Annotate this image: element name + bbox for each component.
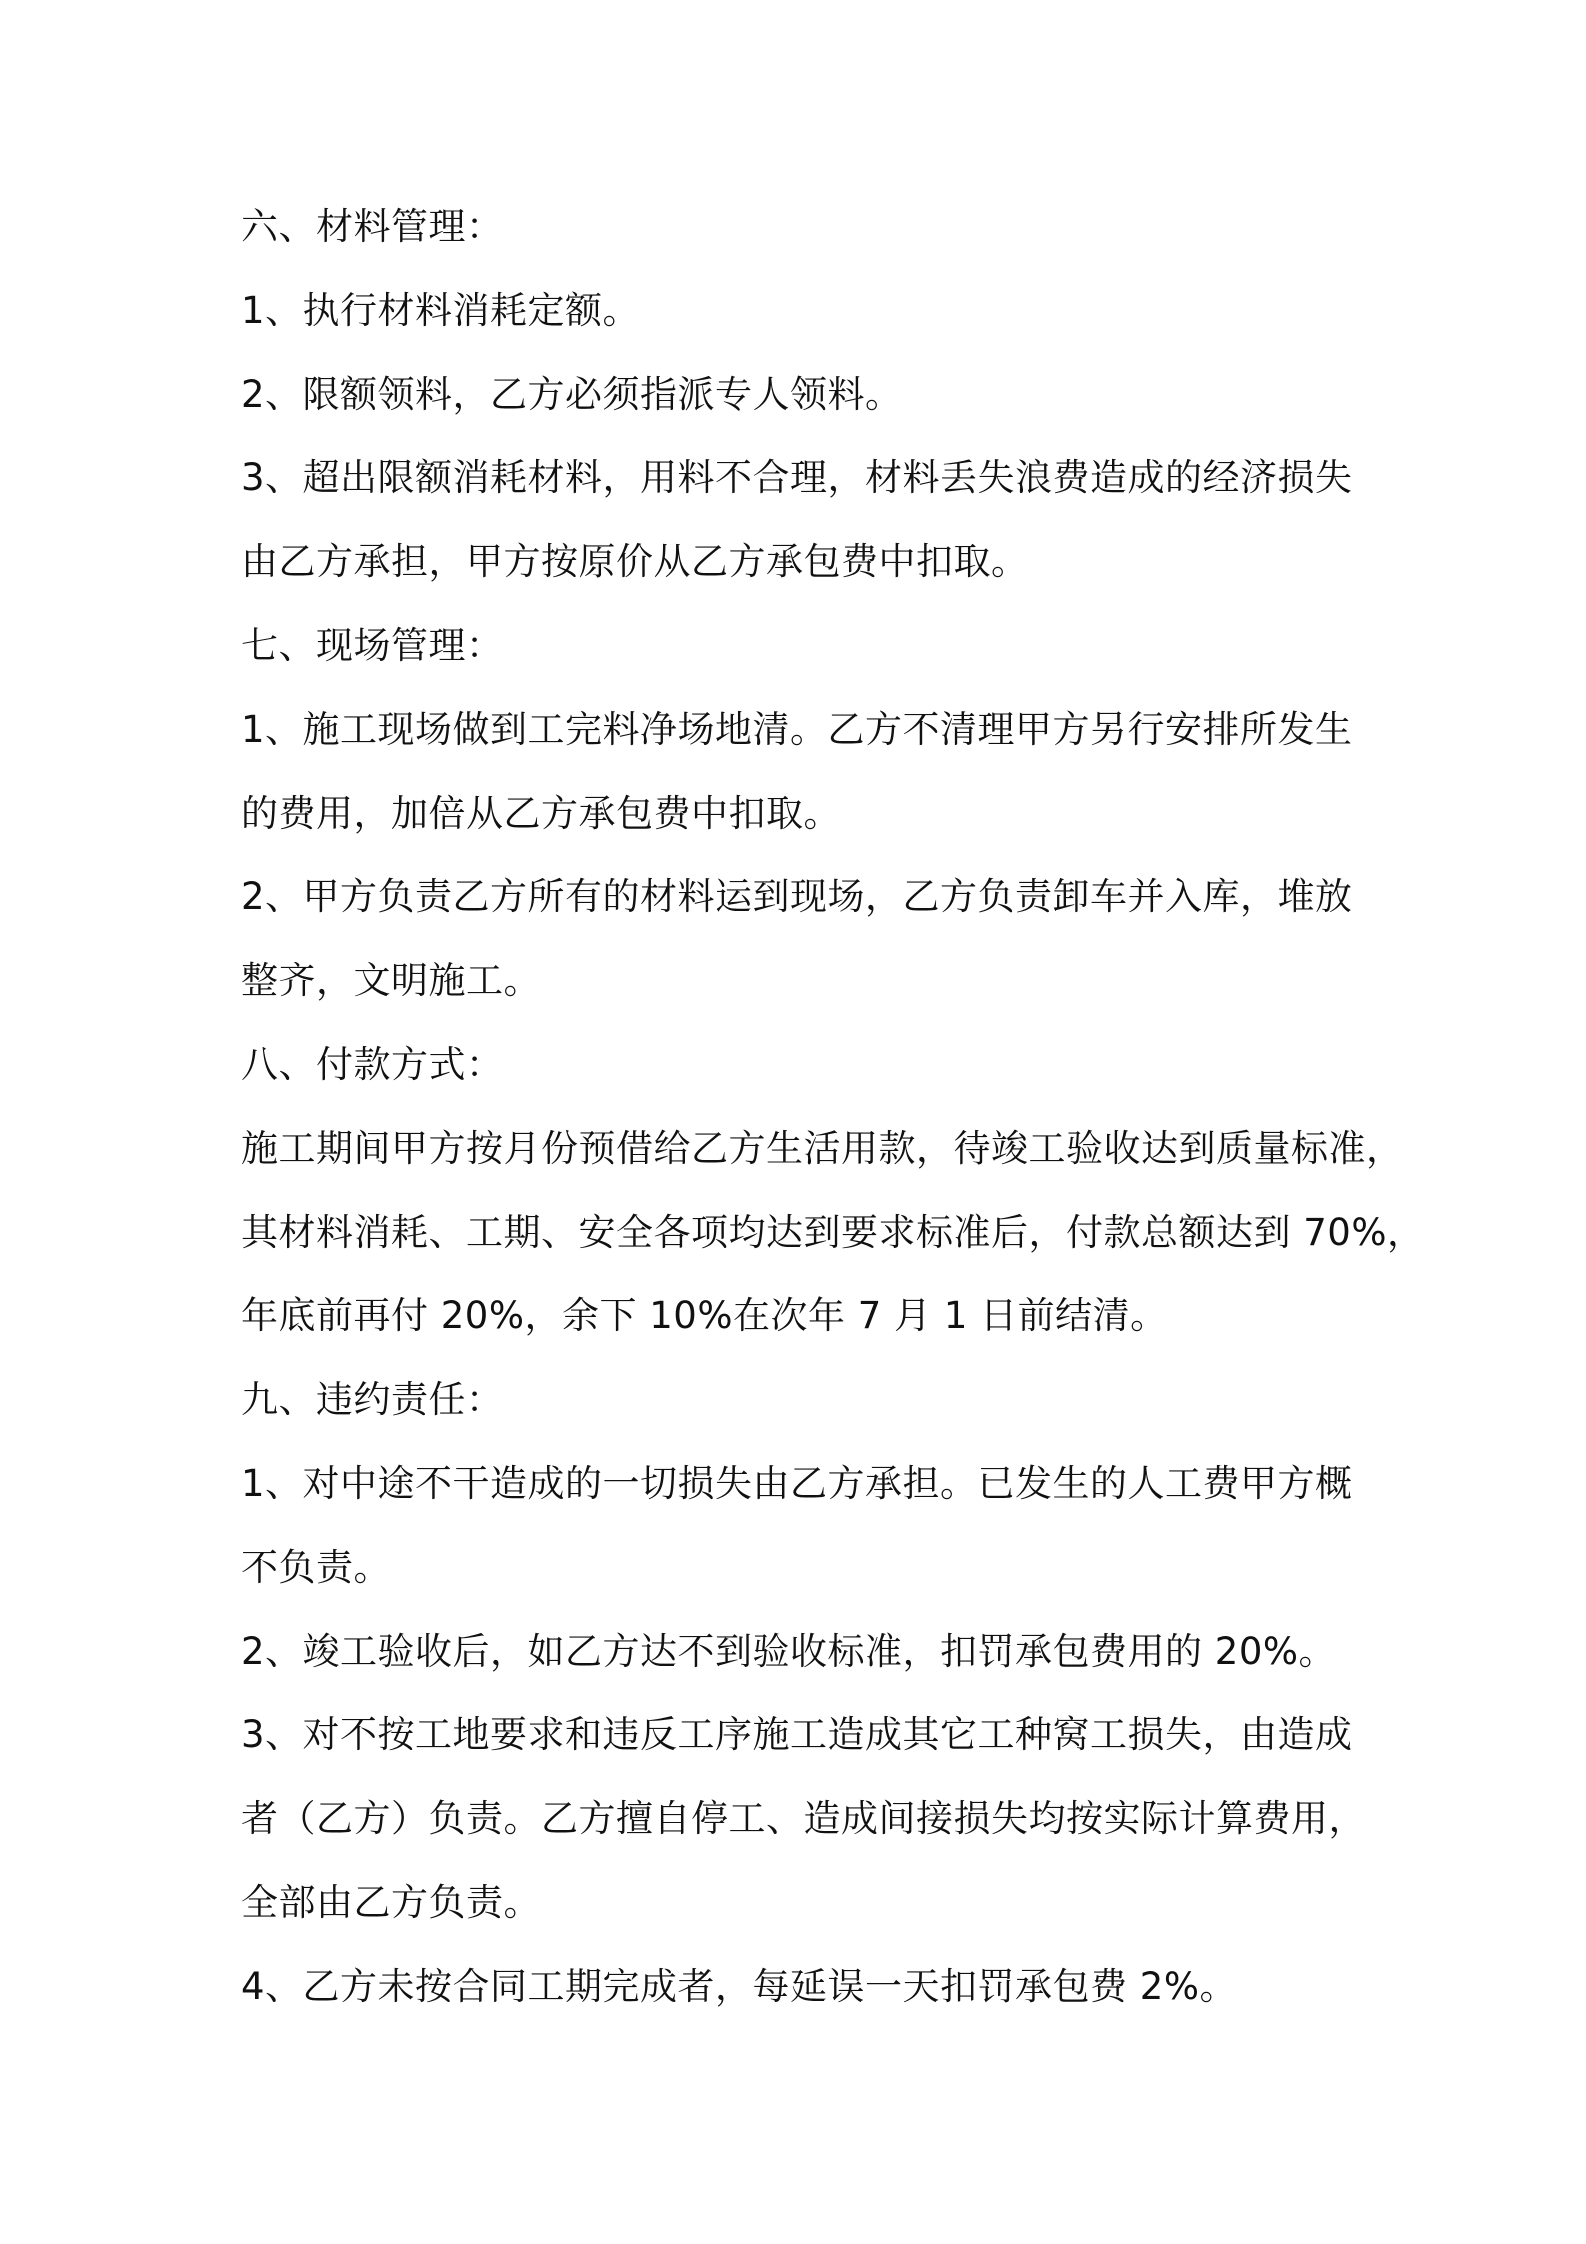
clause-text: 4、乙方未按合同工期完成者，每延误一天扣罚承包费 2%。 xyxy=(241,1965,1237,2008)
clause-text: 2、竣工验收后，如乙方达不到验收标准，扣罚承包费用的 20%。 xyxy=(241,1630,1337,1673)
clause-text: 者（乙方）负责。乙方擅自停工、造成间接损失均按实际计算费用， xyxy=(241,1797,1366,1840)
clause-text: 全部由乙方负责。 xyxy=(241,1881,541,1924)
clause-text: 3、超出限额消耗材料，用料不合理，材料丢失浪费造成的经济损失 xyxy=(241,456,1353,499)
clause-text: 其材料消耗、工期、安全各项均达到要求标准后，付款总额达到 70%， xyxy=(241,1211,1425,1254)
clause-text: 由乙方承担，甲方按原价从乙方承包费中扣取。 xyxy=(241,540,1029,583)
clause-text: 1、对中途不干造成的一切损失由乙方承担。已发生的人工费甲方概 xyxy=(241,1462,1353,1505)
section-heading-material-management: 六、材料管理： xyxy=(241,205,504,248)
clause-text: 1、施工现场做到工完料净场地清。乙方不清理甲方另行安排所发生 xyxy=(241,708,1353,751)
clause-text: 3、对不按工地要求和违反工序施工造成其它工种窝工损失，由造成 xyxy=(241,1713,1353,1756)
clause-text: 施工期间甲方按月份预借给乙方生活用款，待竣工验收达到质量标准， xyxy=(241,1127,1404,1170)
clause-text: 1、执行材料消耗定额。 xyxy=(241,289,641,332)
section-heading-site-management: 七、现场管理： xyxy=(241,624,504,667)
clause-text: 整齐，文明施工。 xyxy=(241,959,541,1002)
clause-text: 2、限额领料，乙方必须指派专人领料。 xyxy=(241,373,903,416)
clause-text: 2、甲方负责乙方所有的材料运到现场，乙方负责卸车并入库，堆放 xyxy=(241,875,1353,918)
section-heading-liability: 九、违约责任： xyxy=(241,1378,504,1421)
clause-text: 的费用，加倍从乙方承包费中扣取。 xyxy=(241,792,841,835)
clause-text: 年底前再付 20%，余下 10%在次年 7 月 1 日前结清。 xyxy=(241,1294,1168,1337)
section-heading-payment-method: 八、付款方式： xyxy=(241,1043,504,1086)
clause-text: 不负责。 xyxy=(241,1546,391,1589)
